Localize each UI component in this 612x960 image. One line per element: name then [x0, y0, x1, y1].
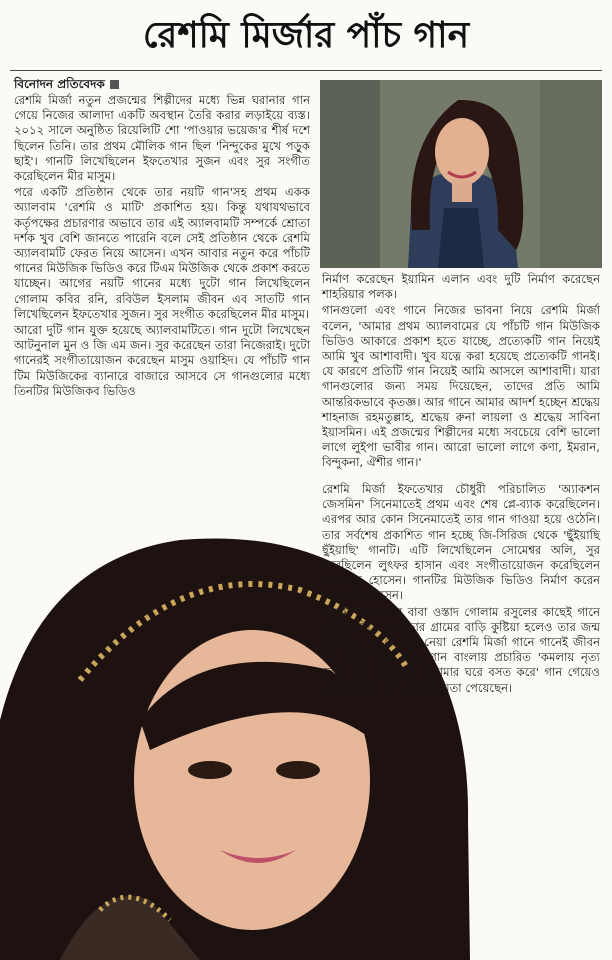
article-column-right-lower	[322, 482, 600, 697]
article-column-right-upper	[322, 272, 600, 472]
byline	[14, 76, 119, 92]
byline-square-icon	[110, 80, 119, 89]
paragraph-a3: আরো দুটি গান যুক্ত হয়েছে অ্যালবামটিতে। গান দুটো লিখেছেন আটনুনাল মুন ও জি এম জন। সুর করেছেন তারা নিজেরাই। দুটো গানেরই সংগীতায়োজন করেছেন মাসুম ওয়াহিদ। যে পাঁচটি গান টিম মিউজিকের ব্যানারে বাজারে আসবে সে গানগুলোর মধ্যে তিনটির মিউজিকব ভিডিও	[14, 323, 310, 398]
paragraph-a2: পরে একটি প্রতিষ্ঠান থেকে তার নয়টি গান'সহ প্রথম একক অ্যালবাম 'রেশমি ও মাটি' প্রকাশিত হয়। কিন্তু যথাযথভাবে কর্তৃপক্ষের প্রচারণার অভাবে তার এই অ্যালবামটি সম্পর্কে শ্রোতা দর্শক খুব বেশি জানতে পারেনি বলে সেই প্রতিষ্ঠান থেকে রেশমি অ্যালবামটি ফেরত নিয়ে আসেন। এখন আবার নতুন করে পাঁচটি গানের মিউজিক ভিডিও করে টিএম মিউজিক থেকে প্রকাশ করতে যাচ্ছেন। আগের নয়টি গানের মধ্যে দুটো গান লিখেছিলেন গোলাম কবির রনি, রবিউল ইসলাম জীবন এব সাতটি গান লিখেছিলেন ইফতেখার সুজন। সুর সংগীত করেছিলেন মীর মাসুম।	[14, 185, 310, 321]
byline-text: বিনোদন প্রতিবেদক	[14, 77, 105, 91]
photo-singer-portrait	[320, 80, 602, 268]
headline-rule	[10, 70, 602, 71]
paragraph-a1: রেশমি মির্জা নতুন প্রজন্মের শিল্পীদের মধ্যে ভিন্ন ঘরানার গান গেয়ে নিজের আলাদা একটি অবস্থান তৈরি করার লড়াইয়ে ব্যস্ত। ২০১২ সালে অনুষ্ঠিত রিয়েলিটি শো 'পাওয়ার ভয়েজ'র শীর্ষ দশে ছিলেন তিনি। তার প্রথম মৌলিক গান ছিল 'নিন্দুকের মুখে পড়ুক ছাই'। গানটি লিখেছিলেন ইফতেখার সুজন এবং সুর সংগীত করেছিলেন মীর মাসুম।	[14, 93, 310, 184]
article-column-left	[14, 93, 310, 400]
paragraph-b2: গানগুলো এবং গানে নিজের ভাবনা নিয়ে রেশমি মির্জা বলেন, 'আমার প্রথম অ্যালবামের যে পাঁচটি গান মিউজিক ভিডিও আকারে প্রকাশ হতে যাচ্ছে, প্রত্যেকটি গান নিয়েই আমি খুব আশাবাদী। খুব যত্নে করা হয়েছে প্রত্যেকটি গানই। যে কারণে প্রতিটি গান নিয়েই আমি আসলে আশাবাদী। যারা গানগুলোর জন্য সময় দিয়েছেন, তাদের প্রতি আমি আন্তরিকভাবে কৃতজ্ঞ। আর গানে আমার আদর্শ হচ্ছেন শ্রদ্ধেয় শাহনাজ রহমতুল্লাহ, শ্রদ্ধেয় রুনা লায়লা ও শ্রদ্ধেয় সাবিনা ইয়াসমিন। এই প্রজন্মের শিল্পীদের মধ্যে সবচেয়ে বেশি ভালো লাগে লুইপা ভাবীর গান। আরো ভালো লাগে কণা, ইমরান, বিন্দুকনা, ঐশীর গান।'	[322, 303, 600, 470]
paragraph-c2: রেশমি মির্জা তার বাবা ওস্তাদ গোলাম রসুলের কাছেই গানে তালিম নিয়েছেন। তার গ্রামের বাড়ি কুষ্টিয়া হলেও তার জন্ম খুলনায়। ২২ মে জন্ম নেয়া রেশমি মির্জা গানে গানেই জীবন পার করে দিতে চান। গান বাংলায় প্রচারিত 'কমলায় নৃত্য করে' এবং আরেকটি 'তোমার ঘরে বসত করে' গান গেয়েও রেশমি মির্জা বেশ শ্রোতাপ্রিয়তা পেয়েছেন।	[322, 604, 600, 695]
paragraph-b1: নির্মাণ করেছেন ইয়ামিন এলান এবং দুটি নির্মাণ করেছেন শাহরিয়ার পলক।	[322, 272, 600, 302]
headline: রেশমি মির্জার পাঁচ গান	[142, 15, 470, 56]
paragraph-c1: রেশমি মির্জা ইফতেখার চৌধুরী পরিচালিত 'অ্যাকশন জেসমিন' সিনেমাতেই প্রথম এবং শেষ প্লে-ব্যাক করেছিলেন। এরপর আর কোন সিনেমাতেই তার গান গাওয়া হয়ে ওঠেনি। তার সর্বশেষ প্রকাশিত গান হচ্ছে জি-সিরিজ থেকে 'ছুঁইয়াছি ছুঁইয়াছি' গানটি। এটি লিখেছিলেন সোমেশ্বর অলি, সুর করেছিলেন লুৎফর হাসান এবং সংগীতায়োজন করেছিলেন আমজাদ হোসেন। গানটির মিউজিক ভিডিও নির্মাণ করেন আমজাদ হোসেন।	[322, 482, 600, 603]
